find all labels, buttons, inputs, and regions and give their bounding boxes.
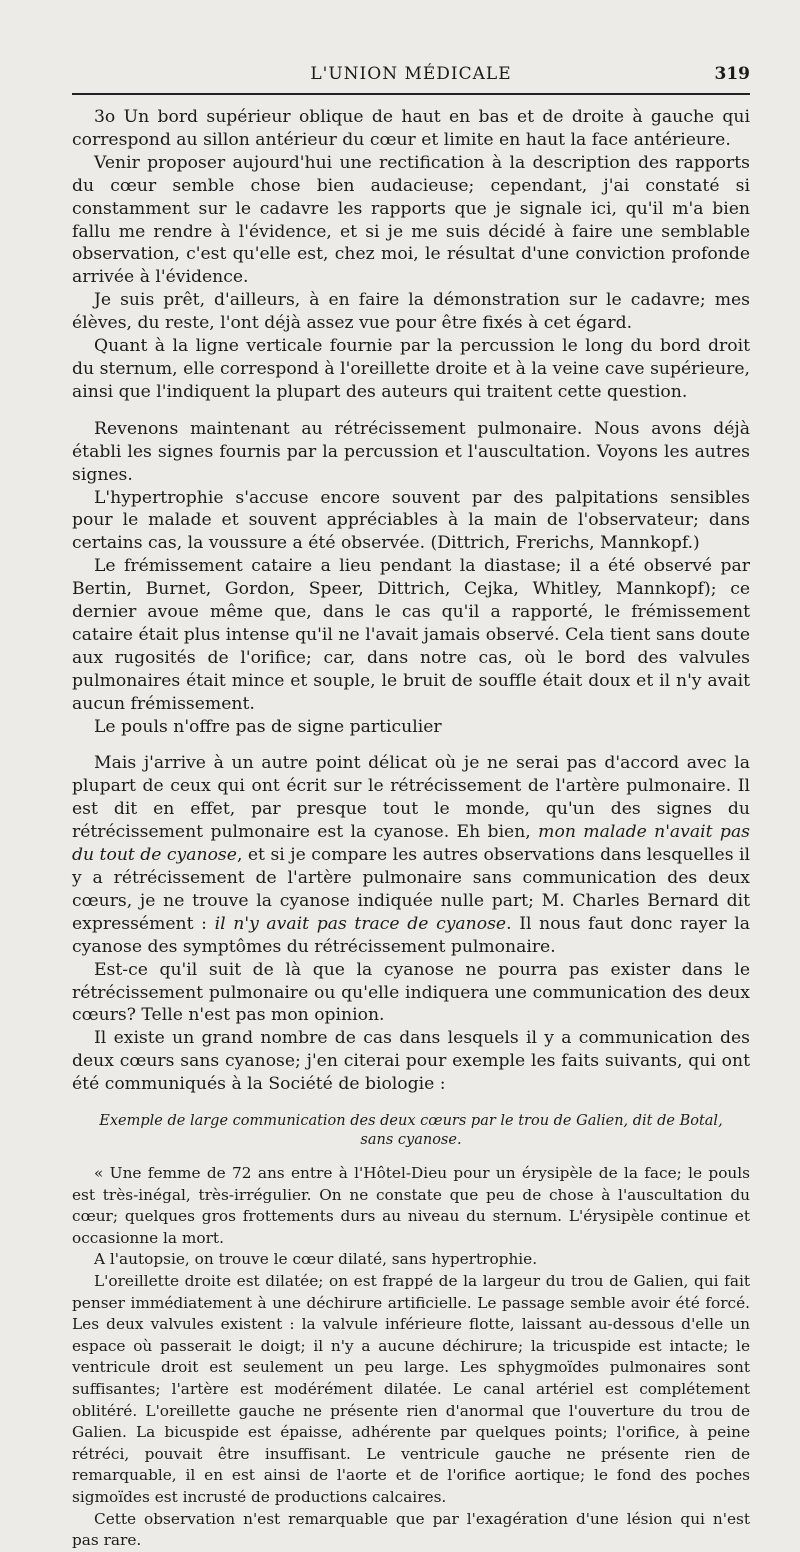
running-title: L'UNION MÉDICALE	[310, 64, 512, 84]
text-run: Mais j'arrive à un autre point délicat où je ne serai pas d'accord avec la plupart de ceux qui ont écrit sur le rétrécissement de l'artère pulmonaire. Il est dit en effet, par presque tout le monde, qu'un des signes du rétrécissement pulmonaire est la cyanose. Eh bien,	[72, 753, 750, 843]
paragraph: Revenons maintenant au rétrécissement pulmonaire. Nous avons déjà établi les signes fournis par la percussion et l'auscultation. Voyons les autres signes.	[72, 418, 750, 485]
paragraph: Venir proposer aujourd'hui une rectification à la description des rapports du cœur semble chose bien audacieuse; cependant, j'ai constaté si constamment sur le cadavre les rapports que je signale ici, qu'il m'a bien fallu me rendre à l'évidence, et si je me suis décidé à faire une semblable observation, c'est qu'elle est, chez moi, le résultat d'une conviction profonde arrivée à l'évidence.	[72, 152, 750, 288]
paragraph: Je suis prêt, d'ailleurs, à en faire la démonstration sur le cadavre; mes élèves, du reste, l'ont déjà assez vue pour être fixés à cet égard.	[72, 290, 750, 334]
quote-paragraph: L'oreillette droite est dilatée; on est frappé de la largeur du trou de Galien, qui fait penser immédiatement à une déchirure artificielle. Le passage semble avoir été forcé. Les deux valvules existent : la valvule inférieure flotte, laissant au-dessous d'elle un espace où passerait le doigt; il n'y a aucune déchirure; la tricuspide est intacte; le ventricule droit est seulement un peu large. Les sphygmoïdes pulmonaires sont suffisantes; l'artère est modérément dilatée. Le canal artériel est complétement oblitéré. L'oreillette gauche ne présente rien d'anormal que l'ouverture du trou de Galien. La bicuspide est épaisse, adhérente par quelques points; l'orifice, à peine rétréci, pouvait être insuffisant. Le ventricule gauche ne présente rien de remarquable, il en est ainsi de l'aorte et de l'orifice aortique; le fond des poches sigmoïdes est incrusté de productions calcaires.	[72, 1272, 750, 1506]
text-run: , et si je compare les autres observations dans lesquelles il y a rétrécissement de l'artère pulmonaire sans communication des deux cœurs, je ne trouve la cyanose indiquée nulle part; M. Charles Bernard dit expressément :	[72, 845, 750, 934]
emphasis: mon malade n'avait pas du tout de cyanose	[72, 822, 751, 866]
paragraph: Il existe un grand nombre de cas dans lesquels il y a communication des deux cœurs sans cyanose; j'en citerai pour exemple les faits suivants, qui ont été communiqués à la Société de biologie :	[72, 1028, 750, 1095]
paragraph: Est-ce qu'il suit de là que la cyanose ne pourra pas exister dans le rétrécissement pulmonaire ou qu'elle indiquera une communication des deux cœurs? Telle n'est pas mon opinion.	[72, 959, 750, 1026]
body-text	[72, 92, 750, 1096]
quote-paragraph: Cette observation n'est remarquable que par l'exagération d'une lésion qui n'est pas rare.	[72, 1509, 750, 1550]
paragraph	[72, 752, 750, 958]
quote-paragraph: « Une femme de 72 ans entre à l'Hôtel-Dieu pour un érysipèle de la face; le pouls est très-inégal, très-irrégulier. On ne constate que peu de chose à l'auscultation du cœur; quelques gros frottements durs au niveau du sternum. L'érysipèle continue et occasionne la mort.	[72, 1164, 750, 1247]
example-heading: Exemple de large communication des deux cœurs par le trou de Galien, dit de Botal, sans cyanose.	[99, 1113, 723, 1148]
paragraph: 3o Un bord supérieur oblique de haut en bas et de droite à gauche qui correspond au sillon antérieur du cœur et limite en haut la face antérieure.	[72, 107, 750, 150]
page-number: 319	[714, 64, 750, 84]
paragraph: L'hypertrophie s'accuse encore souvent par des palpitations sensibles pour le malade et souvent appréciables à la main de l'observateur; dans certains cas, la voussure a été observée. (Dittrich, Frerichs, Mannkopf.)	[72, 487, 750, 554]
paragraph: Le pouls n'offre pas de signe particulier	[94, 716, 442, 737]
header-rule	[72, 93, 750, 95]
case-quote	[72, 1163, 750, 1552]
emphasis: il n'y avait pas trace de cyanose	[214, 913, 507, 934]
text-run: . Il nous faut donc rayer la cyanose des symptômes du rétrécissement pulmonaire.	[72, 913, 751, 957]
paragraph: Quant à la ligne verticale fournie par la percussion le long du bord droit du sternum, elle correspond à l'oreillette droite et à la veine cave supérieure, ainsi que l'indiquent la plupart des auteurs qui traitent cette question.	[72, 336, 750, 402]
quote-paragraph: A l'autopsie, on trouve le cœur dilaté, sans hypertrophie.	[94, 1250, 538, 1269]
paragraph: Le frémissement cataire a lieu pendant la diastase; il a été observé par Bertin, Burnet, Gordon, Speer, Dittrich, Cejka, Whitley, Mannkopf); ce dernier avoue même que, dans le cas qu'il a rapporté, le frémissement cataire était plus intense qu'il ne l'avait jamais observé. Cela tient sans doute aux rugosités de l'orifice; car, dans notre cas, où le bord des valvules pulmonaires était mince et souple, le bruit de souffle était doux et il n'y avait aucun frémissement.	[72, 556, 750, 714]
page-header	[72, 0, 750, 92]
